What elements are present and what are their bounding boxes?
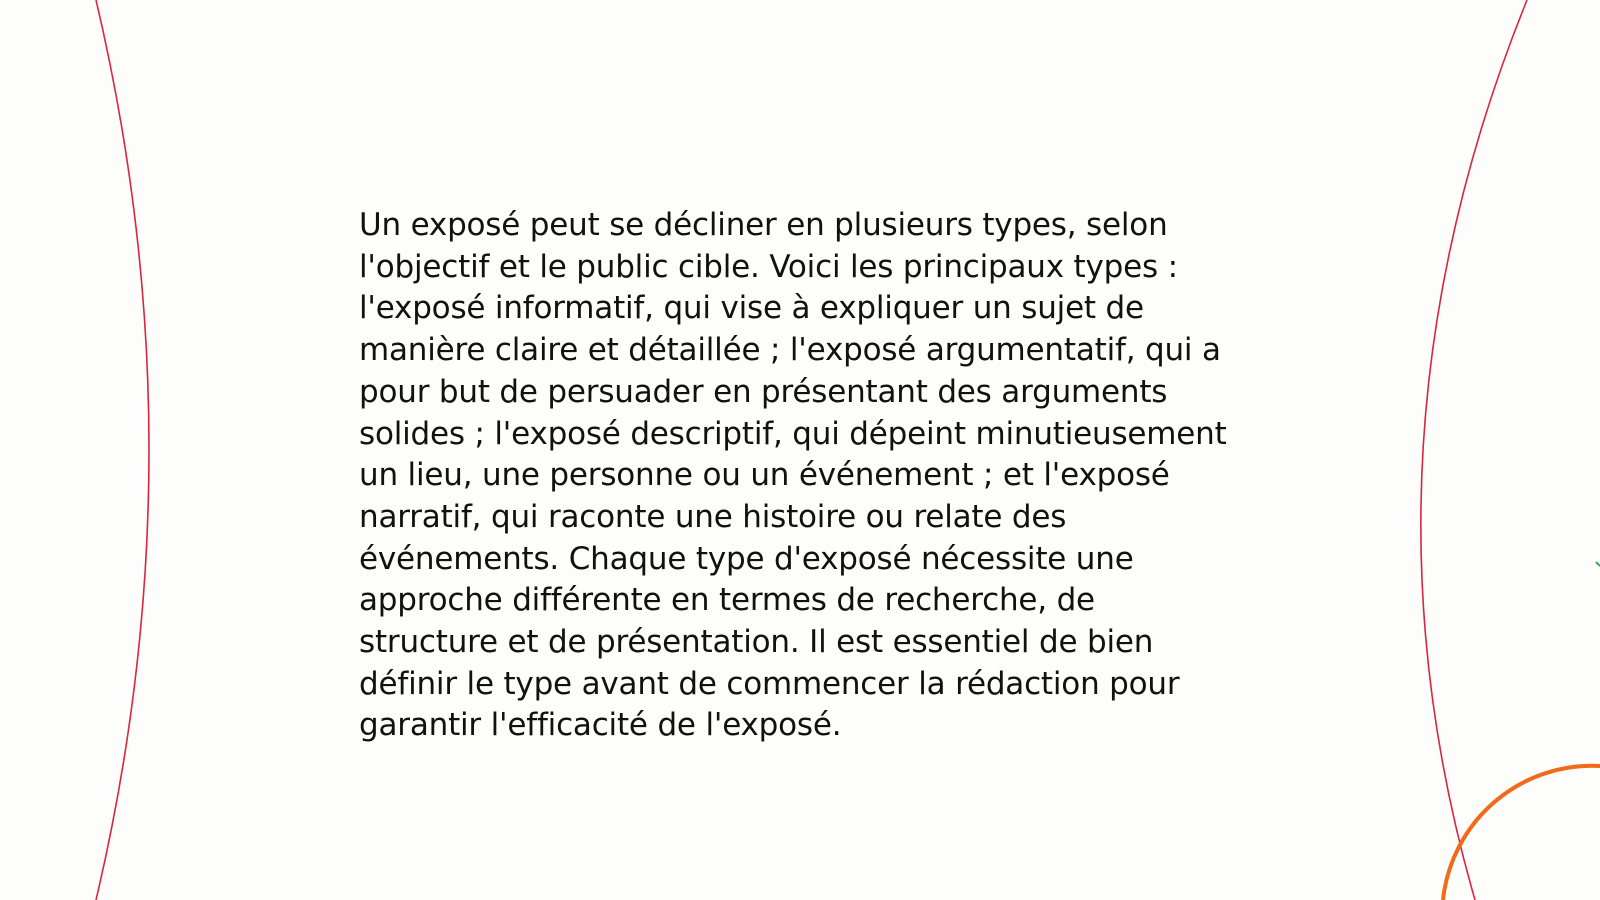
slide-body-text: Un exposé peut se décliner en plusieurs types, selon l'objectif et le public cible. Voici les principaux types : l'exposé informatif, qui vise à expliquer un sujet de manière claire et détaillée ; l'exposé argumentatif, qui a pour but de persuader en présentant des arguments solides ; l'exposé descriptif, qui dépeint minutieusement un lieu, une personne ou un événement ; et l'exposé narratif, qui raconte une histoire ou relate des événements. Chaque type d'exposé nécessite une approche différente en termes de recherche, de structure et de présentation. Il est essentiel de bien définir le type avant de commencer la rédaction pour garantir l'efficacité de l'exposé. [359, 207, 1227, 744]
green-accent-decoration [1596, 562, 1600, 566]
right-curve-decoration [1421, 0, 1527, 900]
orange-arc-decoration [1443, 766, 1600, 900]
left-curve-decoration [96, 0, 149, 900]
